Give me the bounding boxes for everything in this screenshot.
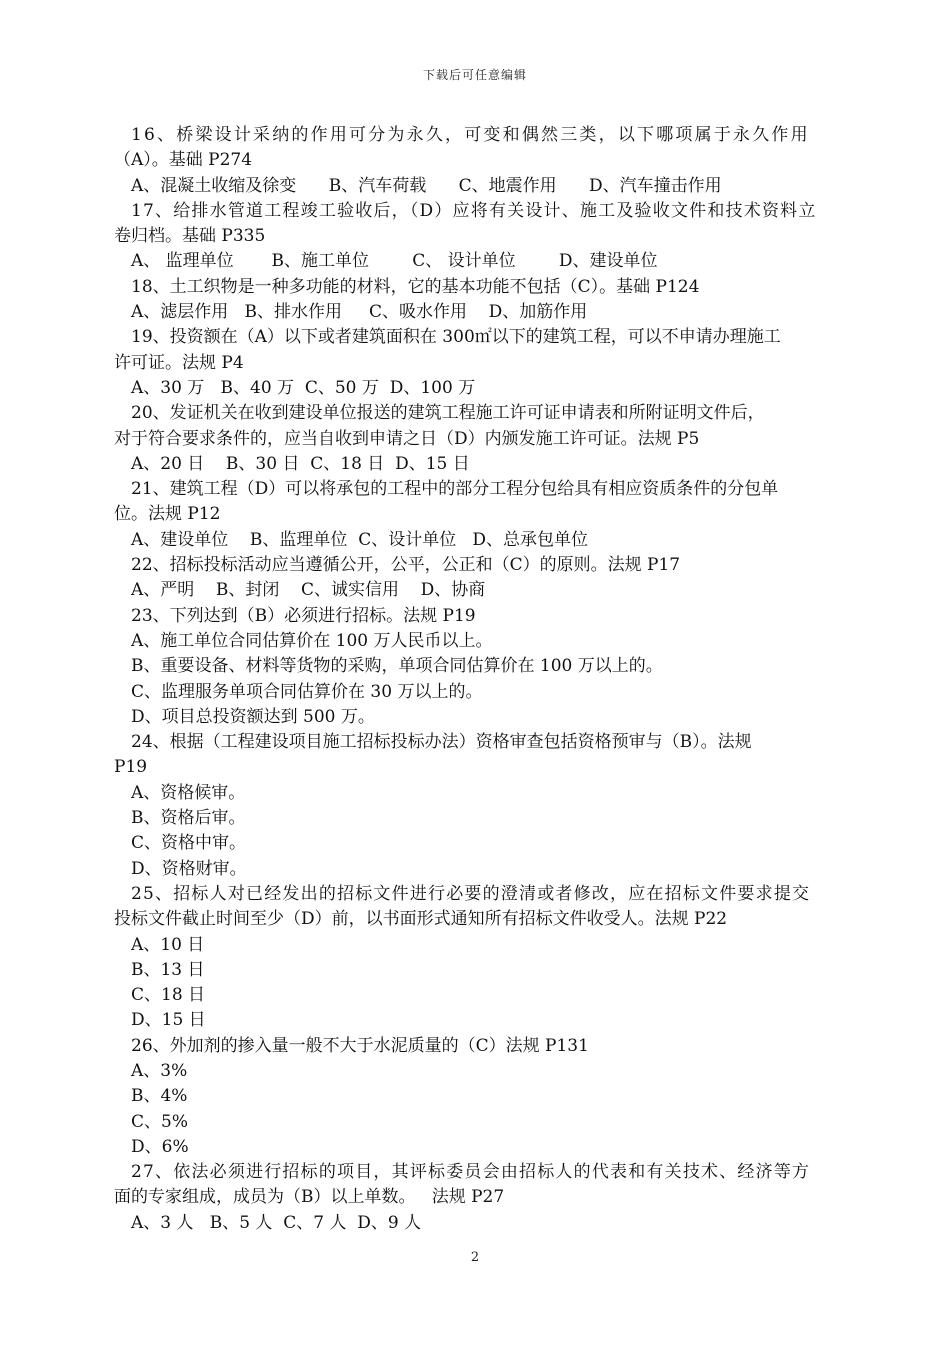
document-body — [114, 123, 860, 1236]
question-27-text: 27、依法必须进行招标的项目，其评标委员会由招标人的代表和有关技术、经济等方 — [131, 1162, 811, 1183]
question-20-text: 20、发证机关在收到建设单位报送的建筑工程施工许可证申请表和所附证明文件后， — [131, 403, 765, 424]
question-25-option-b: B、13 日 — [131, 959, 205, 980]
question-26-option-a: A、3% — [131, 1060, 188, 1081]
question-18-options: A、滤层作用 B、排水作用 C、吸水作用 D、加筋作用 — [131, 302, 588, 323]
question-16-options: A、混凝土收缩及徐变 B、汽车荷载 C、地震作用 D、汽车撞击作用 — [131, 175, 722, 196]
question-16-text: 16、桥梁设计采纳的作用可分为永久，可变和偶然三类，以下哪项属于永久作用 — [131, 125, 810, 145]
question-16-text-cont: （A）。基础 P274 — [114, 150, 253, 171]
question-25-option-c: C、18 日 — [131, 985, 206, 1006]
question-20-text-cont: 对于符合要求条件的，应当自收到申请之日（D）内颁发施工许可证。法规 P5 — [114, 428, 700, 449]
question-21-text-cont: 位。法规 P12 — [114, 504, 221, 525]
question-24-option-a: A、资格候审。 — [131, 782, 246, 803]
question-17-text-cont: 卷归档。基础 P335 — [114, 226, 266, 247]
question-26-option-c: C、5% — [131, 1111, 188, 1132]
question-21-options: A、建设单位 B、监理单位 C、设计单位 D、总承包单位 — [131, 529, 589, 550]
question-24-option-b: B、资格后审。 — [131, 808, 246, 829]
question-27-options: A、3 人 B、5 人 C、7 人 D、9 人 — [131, 1212, 422, 1233]
question-23-option-c: C、监理服务单项合同估算价在 30 万以上的。 — [131, 681, 483, 702]
question-17-text: 17、给排水管道工程竣工验收后，（D）应将有关设计、施工及验收文件和技术资料立 — [131, 200, 817, 221]
page-number: 2 — [470, 1250, 480, 1265]
question-25-text: 25、招标人对已经发出的招标文件进行必要的澄清或者修改，应在招标文件要求提交 — [131, 883, 811, 904]
question-25-option-a: A、10 日 — [131, 934, 205, 955]
question-22-text: 22、招标投标活动应当遵循公开，公平，公正和（C）的原则。法规 P17 — [131, 555, 681, 576]
question-26-option-d: D、6% — [131, 1136, 189, 1157]
question-21-text: 21、建筑工程（D）可以将承包的工程中的部分工程分包给具有相应资质条件的分包单 — [131, 479, 779, 500]
question-24-text-cont: P19 — [114, 757, 148, 778]
question-18-text: 18、土工织物是一种多功能的材料，它的基本功能不包括（C）。基础 P124 — [131, 276, 700, 297]
question-25-option-d: D、15 日 — [131, 1010, 206, 1031]
question-20-options: A、20 日 B、30 日 C、18 日 D、15 日 — [131, 453, 470, 474]
question-23-option-b: B、重要设备、材料等货物的采购，单项合同估算价在 100 万以上的。 — [131, 656, 663, 677]
question-26-text: 26、外加剂的掺入量一般不大于水泥质量的（C）法规 P131 — [131, 1035, 589, 1056]
question-24-option-d: D、资格财审。 — [131, 858, 247, 879]
question-19-text: 19、投资额在（A）以下或者建筑面积在 300㎡以下的建筑工程，可以不申请办理施工 — [131, 327, 781, 348]
question-23-option-d: D、项目总投资额达到 500 万。 — [131, 706, 375, 727]
question-23-option-a: A、施工单位合同估算价在 100 万人民币以上。 — [131, 630, 493, 651]
question-24-text: 24、根据（工程建设项目施工招标投标办法）资格审查包括资格预审与（B）。法规 — [131, 732, 752, 753]
question-19-text-cont: 许可证。法规 P4 — [114, 352, 244, 373]
page-header: 下载后可任意编辑 — [422, 68, 527, 82]
question-19-options: A、30 万 B、40 万 C、50 万 D、100 万 — [131, 377, 476, 398]
question-24-option-c: C、资格中审。 — [131, 833, 247, 854]
question-23-text: 23、下列达到（B）必须进行招标。法规 P19 — [131, 605, 476, 626]
question-27-text-cont: 面的专家组成，成员为（B）以上单数。 法规 P27 — [114, 1187, 505, 1208]
question-26-option-b: B、4% — [131, 1086, 188, 1107]
question-22-options: A、严明 B、封闭 C、诚实信用 D、协商 — [131, 580, 486, 601]
question-17-options: A、 监理单位 B、施工单位 C、 设计单位 D、建设单位 — [131, 251, 658, 272]
question-25-text-cont: 投标文件截止时间至少（D）前，以书面形式通知所有招标文件收受人。法规 P22 — [114, 909, 728, 930]
